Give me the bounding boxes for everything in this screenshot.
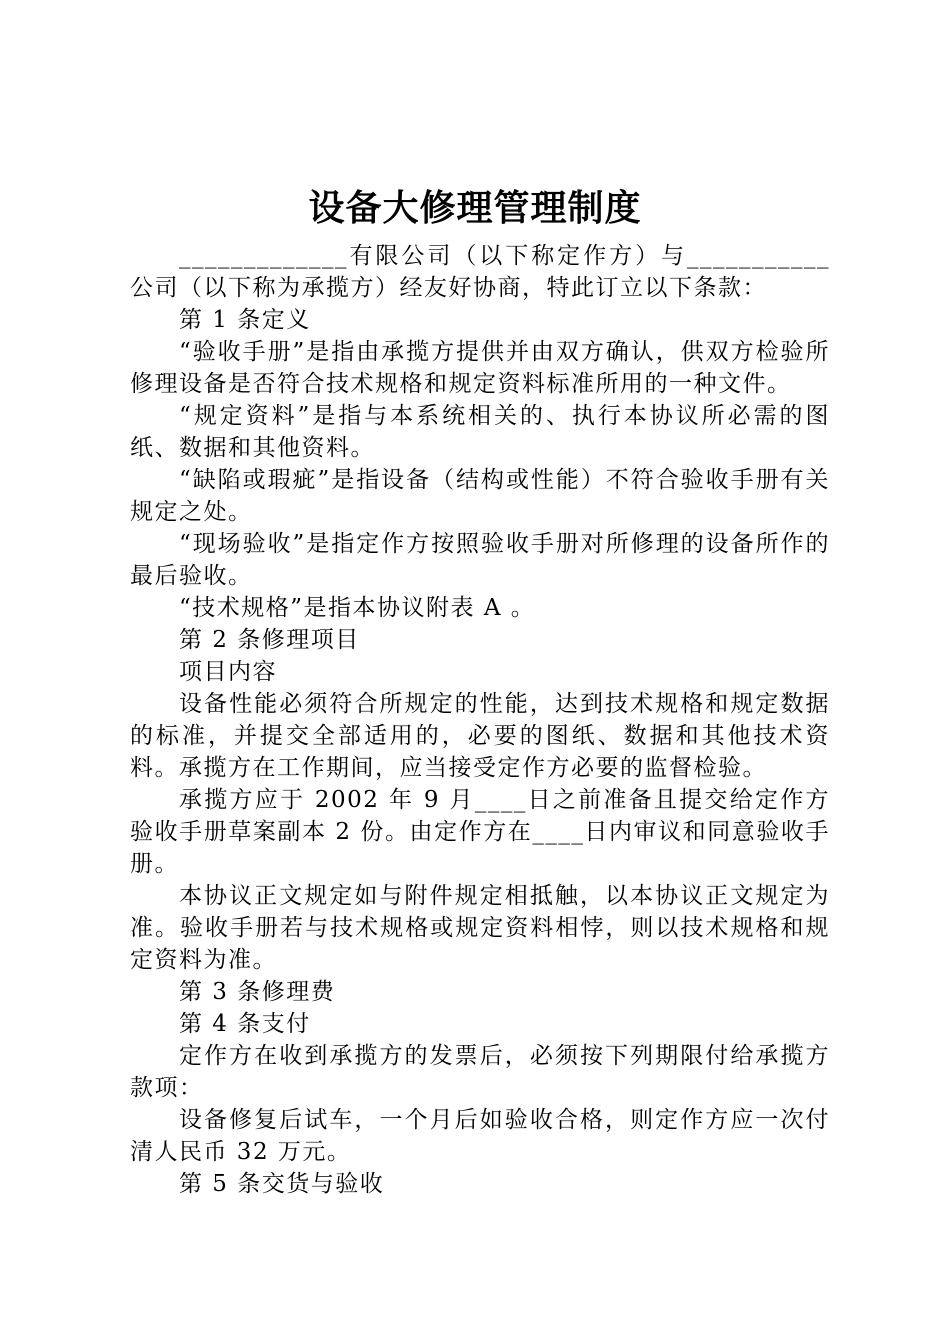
section-5-heading: 第 5 条交货与验收 [179,1171,385,1197]
definition-specified-materials: “规定资料”是指与本系统相关的、执行本协议所必需的图纸、数据和其他资料。 [130,403,830,461]
payment-amount-paragraph: 设备修复后试车，一个月后如验收合格，则定作方应一次付清人民币 32 万元。 [130,1107,830,1165]
section-4-heading: 第 4 条支付 [179,1011,311,1037]
definition-technical-specs: “技术规格”是指本协议附表 A 。 [179,595,536,621]
definition-acceptance-manual: “验收手册”是指由承揽方提供并由双方确认，供双方检验所修理设备是否符合技术规格和规定资料标准所用的一种文件。 [130,339,830,397]
precedence-paragraph: 本协议正文规定如与附件规定相抵触，以本协议正文规定为准。验收手册若与技术规格或规定资料相悖，则以技术规格和规定资料为准。 [130,883,830,973]
performance-paragraph: 设备性能必须符合所规定的性能，达到技术规格和规定数据的标准，并提交全部适用的，必要的图纸、数据和其他技术资料。承揽方在工作期间，应当接受定作方必要的监督检验。 [130,691,830,781]
section-3-heading: 第 3 条修理费 [179,979,336,1005]
project-content-heading: 项目内容 [179,659,277,685]
intro-paragraph: _____________有限公司（以下称定作方）与___________公司（以下称为承揽方）经友好协商，特此订立以下条款： [130,243,830,301]
definition-site-acceptance: “现场验收”是指定作方按照验收手册对所修理的设备所作的最后验收。 [130,531,830,589]
section-2-heading: 第 2 条修理项目 [179,627,360,653]
section-1-heading: 第 1 条定义 [179,307,311,333]
payment-terms-paragraph: 定作方在收到承揽方的发票后，必须按下列期限付给承揽方款项： [130,1043,830,1101]
document-title: 设备大修理管理制度 [308,187,642,229]
manual-draft-paragraph: 承揽方应于 2002 年 9 月____日之前准备且提交给定作方验收手册草案副本 2 份。由定作方在____日内审议和同意验收手册。 [130,787,830,877]
definition-defects: “缺陷或瑕疵”是指设备（结构或性能）不符合验收手册有关规定之处。 [130,467,830,525]
document-body [130,240,830,1200]
